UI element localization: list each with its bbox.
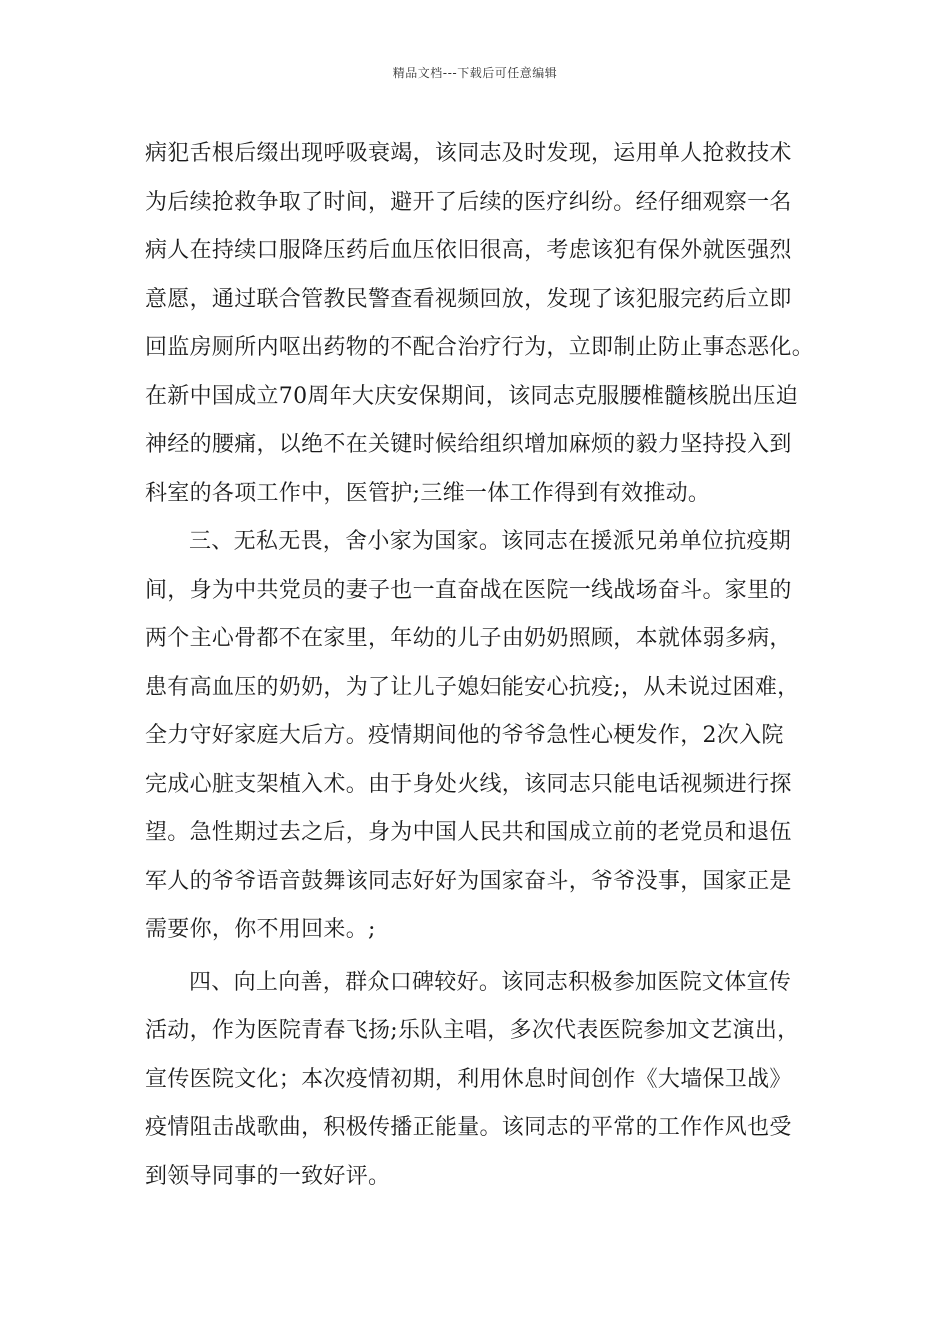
page-header: 精品文档---下载后可任意编辑 bbox=[392, 66, 558, 80]
text-line: 患有高血压的奶奶，为了让儿子媳妇能安心抗疫;，从未说过困难， bbox=[145, 674, 800, 700]
text-line: 宣传医院文化；本次疫情初期，利用休息时间创作《大墙保卫战》 bbox=[145, 1066, 792, 1092]
text-line: 在新中国成立70周年大庆安保期间，该同志克服腰椎髓核脱出压迫 bbox=[145, 383, 798, 409]
text-line: 意愿，通过联合管教民警查看视频回放，发现了该犯服完药后立即 bbox=[145, 286, 792, 312]
text-line: 科室的各项工作中，医管护;三维一体工作得到有效推动。 bbox=[145, 480, 711, 506]
paragraph-start-line: 四、向上向善，群众口碑较好。该同志积极参加医院文体宣传 bbox=[189, 969, 792, 995]
text-line: 病人在持续口服降压药后血压依旧很高，考虑该犯有保外就医强烈 bbox=[145, 238, 792, 263]
text-line: 间，身为中共党员的妻子也一直奋战在医院一线战场奋斗。家里的 bbox=[145, 577, 792, 603]
text-line: 望。急性期过去之后，身为中国人民共和国成立前的老党员和退伍 bbox=[145, 820, 792, 845]
text-line: 需要你，你不用回来。; bbox=[145, 917, 376, 942]
text-line: 活动，作为医院青春飞扬;乐队主唱，多次代表医院参加文艺演出， bbox=[145, 1018, 800, 1043]
text-line: 完成心脏支架植入术。由于身处火线，该同志只能电话视频进行探 bbox=[145, 771, 792, 797]
text-line: 到领导同事的一致好评。 bbox=[145, 1163, 391, 1189]
text-line: 回监房厕所内呕出药物的不配合治疗行为，立即制止防止事态恶化。 bbox=[145, 335, 815, 360]
text-line: 疫情阻击战歌曲，积极传播正能量。该同志的平常的工作作风也受 bbox=[145, 1115, 792, 1140]
text-line: 神经的腰痛，以绝不在关键时候给组织增加麻烦的毅力坚持投入到 bbox=[145, 432, 792, 457]
paragraph-start-line: 三、无私无畏，舍小家为国家。该同志在援派兄弟单位抗疫期 bbox=[189, 529, 792, 554]
text-line: 全力守好家庭大后方。疫情期间他的爷爷急性心梗发作，2次入院 bbox=[145, 723, 784, 748]
text-line: 两个主心骨都不在家里，年幼的儿子由奶奶照顾，本就体弱多病， bbox=[145, 626, 792, 651]
text-line: 军人的爷爷语音鼓舞该同志好好为国家奋斗，爷爷没事，国家正是 bbox=[145, 868, 792, 894]
text-line: 为后续抢救争取了时间，避开了后续的医疗纠纷。经仔细观察一名 bbox=[145, 189, 792, 215]
document-body bbox=[145, 130, 815, 1201]
text-line: 病犯舌根后缀出现呼吸衰竭，该同志及时发现，运用单人抢救技术 bbox=[145, 141, 792, 166]
